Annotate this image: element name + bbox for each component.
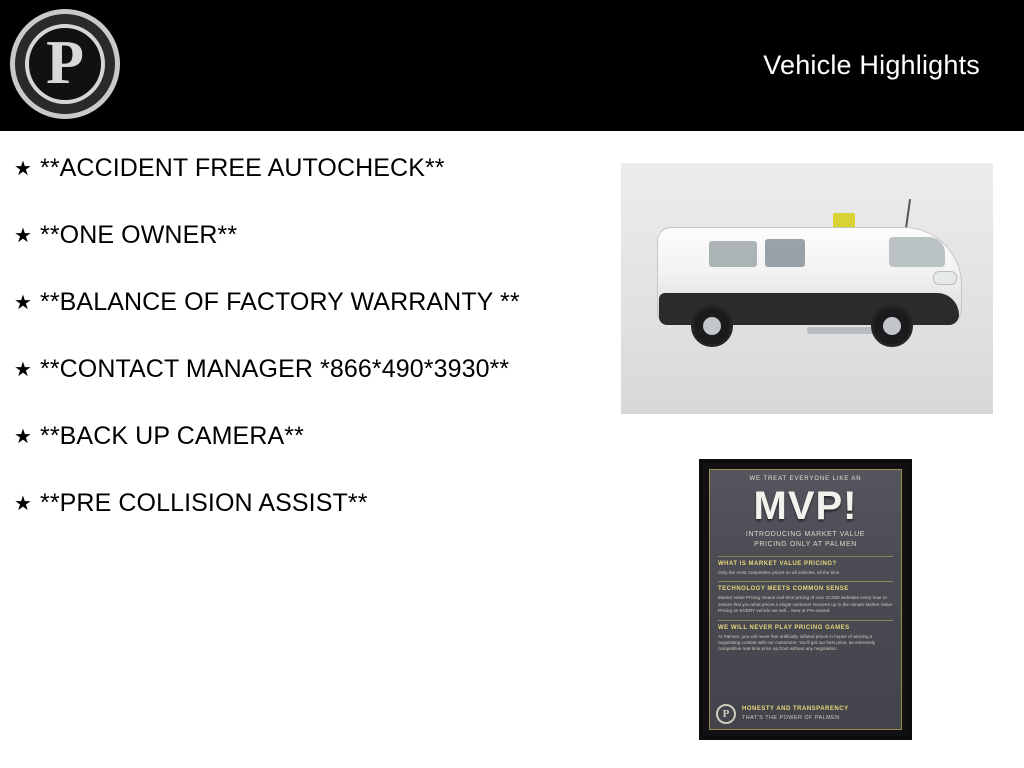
mvp-section-body: At Palmen, you will never feel artificially inflated prices in hopes of winning a negotiating contest with our customers. You'll get our best price, an extremely competitive real-time price up front without any negotiation. — [718, 633, 876, 652]
van-front-hub — [883, 317, 901, 335]
list-item-label: **CONTACT MANAGER *866*490*3930** — [40, 355, 510, 383]
star-icon: ★ — [14, 292, 32, 314]
mvp-divider — [718, 620, 893, 621]
star-icon: ★ — [14, 493, 32, 515]
mvp-subtitle — [718, 530, 893, 550]
list-item — [14, 152, 594, 185]
mvp-wordmark: MVP! — [753, 484, 858, 528]
mvp-section-heading: TECHNOLOGY MEETS COMMON SENSE — [718, 586, 849, 593]
star-icon: ★ — [14, 359, 32, 381]
mvp-section-heading: WE WILL NEVER PLAY PRICING GAMES — [718, 624, 850, 631]
van-window-rear — [709, 241, 757, 267]
van-window-side — [765, 239, 805, 267]
mvp-divider — [718, 581, 893, 582]
list-item — [14, 286, 594, 319]
mvp-subtitle-line-2: PRICING ONLY AT PALMEN — [754, 541, 857, 548]
mvp-subtitle-line-1: INTRODUCING MARKET VALUE — [745, 531, 866, 538]
mvp-footer-line-2: THAT'S THE POWER OF PALMEN — [742, 715, 840, 721]
list-item — [14, 353, 594, 386]
page-header — [0, 0, 1024, 131]
page-title: Vehicle Highlights — [763, 50, 980, 80]
van-headlight — [933, 271, 957, 285]
van-antenna — [905, 199, 911, 229]
list-item-label: **BALANCE OF FACTORY WARRANTY ** — [40, 288, 520, 316]
van-rear-wheel — [691, 305, 733, 347]
mvp-section-heading: WHAT IS MARKET VALUE PRICING? — [718, 561, 837, 567]
highlights-list — [14, 152, 594, 554]
van-windshield — [889, 237, 945, 267]
star-icon: ★ — [14, 225, 32, 247]
logo-letter: P — [46, 28, 84, 97]
mvp-top-line: WE TREAT EVERYONE LIKE AN — [749, 476, 862, 482]
mvp-flyer — [699, 459, 912, 740]
mvp-footer-text — [742, 706, 895, 722]
van-rear-hub — [703, 317, 721, 335]
list-item-label: **PRE COLLISION ASSIST** — [40, 489, 368, 517]
vehicle-photo — [621, 163, 993, 414]
star-icon: ★ — [14, 426, 32, 448]
list-item-label: **ACCIDENT FREE AUTOCHECK** — [40, 154, 445, 182]
mvp-flyer-content — [709, 469, 902, 730]
mvp-section-body: Market Value Pricing means real-time pricing of over 10,000 websites every hour to ensure that you what prices a single customer receives up to the minute Market Value Pricing on EVERY vehicle we sell... New or Pre-owned. — [718, 595, 893, 614]
mvp-footer-line-1: HONESTY AND TRANSPARENCY — [742, 706, 849, 712]
mvp-footer — [716, 704, 895, 724]
van-illustration — [657, 227, 962, 349]
list-item-label: **BACK UP CAMERA** — [40, 422, 304, 450]
mvp-divider — [718, 556, 893, 557]
list-item — [14, 487, 594, 520]
palmen-logo — [8, 7, 126, 125]
palmen-badge-icon: P — [716, 704, 736, 724]
van-front-wheel — [871, 305, 913, 347]
list-item-label: **ONE OWNER** — [40, 221, 238, 249]
star-icon: ★ — [14, 158, 32, 180]
list-item — [14, 420, 594, 453]
mvp-section-body: Only the most competitive prices on all vehicles, all the time. — [718, 570, 841, 575]
list-item — [14, 219, 594, 252]
